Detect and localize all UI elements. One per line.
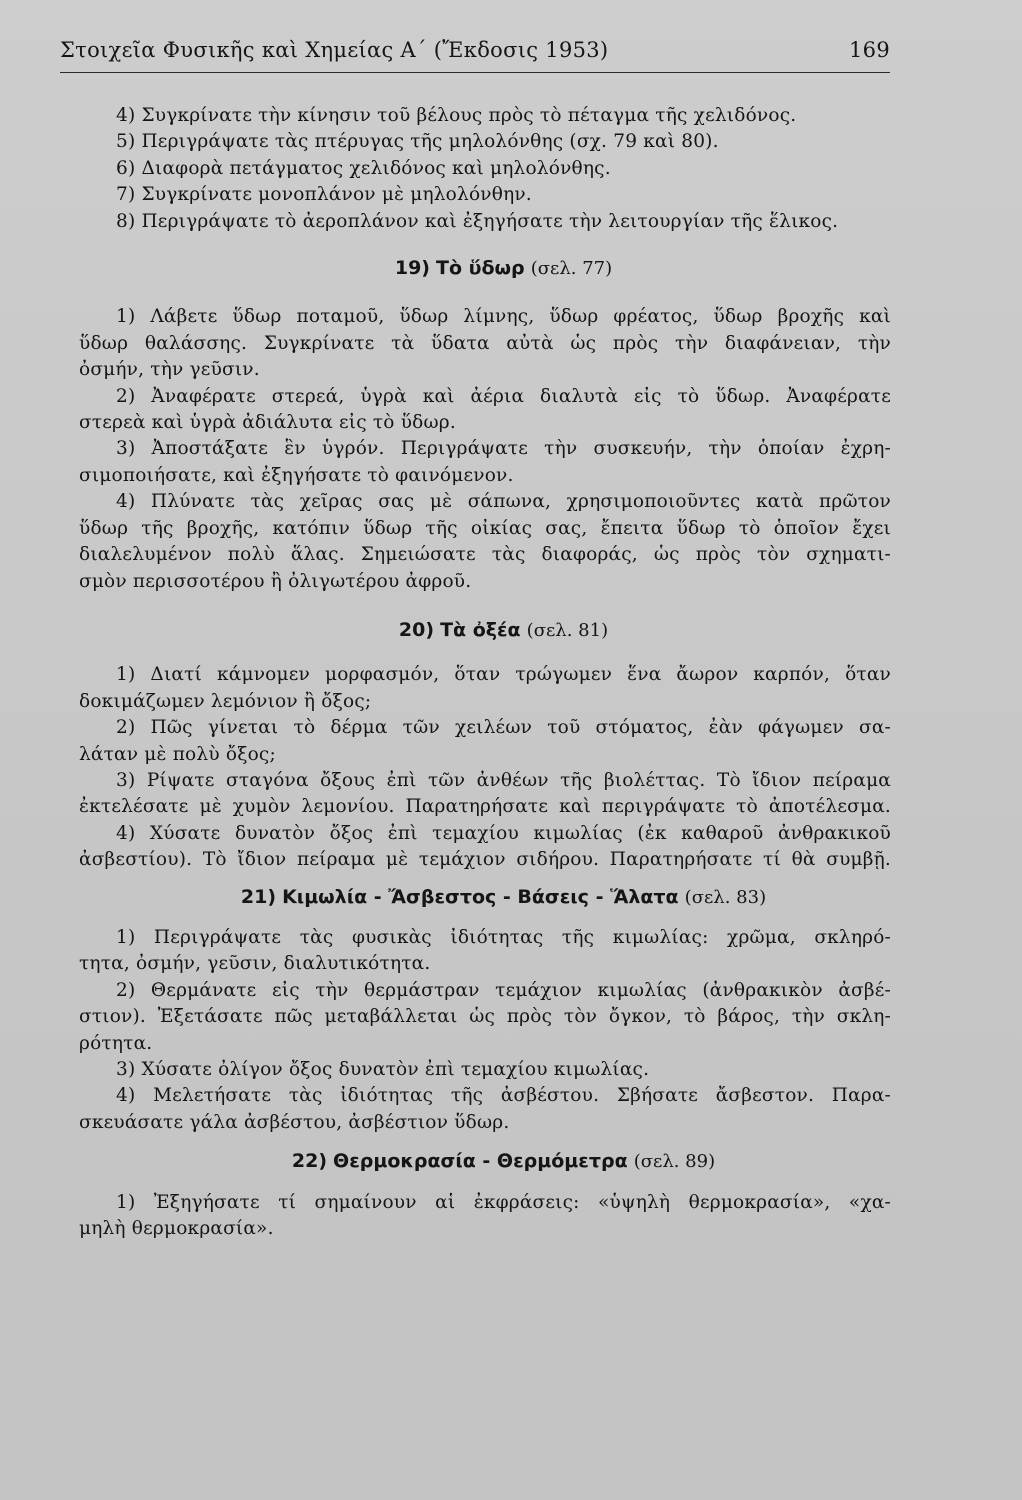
section-body-19 <box>79 304 891 594</box>
section-number: 19) <box>394 257 430 280</box>
running-title: Στοιχεῖα Φυσικῆς καὶ Χημείας Α΄ (Ἔκδοσις 1953) <box>60 38 609 62</box>
question-item: 7) Συγκρίνατε μονοπλάνον μὲ μηλολόνθην. <box>116 184 532 206</box>
page-body <box>79 103 891 1242</box>
text-line: 4) Χύσατε δυνατὸν ὄξος ἐπὶ τεμαχίου κιμωλίας (ἐκ καθαροῦ ἀνθρακικοῦ <box>116 822 891 844</box>
text-line: 1) Ἐξηγήσατε τί σημαίνουν αἱ ἐκφράσεις: «ὑψηλὴ θερμοκρασία», «χα- <box>116 1191 891 1213</box>
section-title: Κιμωλία - Ἄσβεστος - Βάσεις - Ἅλατα <box>282 885 679 908</box>
page-number: 169 <box>849 38 890 62</box>
text-line: διαλελυμένον πολὺ ἅλας. Σημειώσατε τὰς διαφοράς, ὡς πρὸς τὸν σχηματι- <box>79 544 891 566</box>
section-body-20 <box>79 662 891 873</box>
text-line: ὕδωρ θαλάσσης. Συγκρίνατε τὰ ὕδατα αὐτὰ ὡς πρὸς τὴν διαφάνειαν, τὴν <box>79 332 891 354</box>
text-line: ὕδωρ τῆς βροχῆς, κατόπιν ὕδωρ τῆς οἰκίας σας, ἔπειτα ὕδωρ τὸ ὁποῖον ἔχει <box>79 517 891 539</box>
question-item: 8) Περιγράψατε τὸ ἀεροπλάνον καὶ ἐξηγήσατε τὴν λειτουργίαν τῆς ἕλικος. <box>116 210 839 232</box>
section-body-22 <box>79 1190 891 1243</box>
section-number: 20) <box>398 618 435 641</box>
section-title: Θερμοκρασία - Θερμόμετρα <box>333 1150 628 1173</box>
section-number: 22) <box>291 1150 327 1173</box>
section-number: 21) <box>240 885 277 908</box>
section-title: Τὰ ὀξέα <box>440 618 521 641</box>
text-line: 3) Ἀποστάξατε ἓν ὑγρόν. Περιγράψατε τὴν συσκευήν, τὴν ὁποίαν ἐχρη- <box>116 438 891 460</box>
text-line: 1) Περιγράψατε τὰς φυσικὰς ἰδιότητας τῆς κιμωλίας: χρῶμα, σκληρό- <box>116 926 891 948</box>
text-line: 3) Ρίψατε σταγόνα ὄξους ἐπὶ τῶν ἀνθέων τῆς βιολέττας. Τὸ ἴδιον πείραμα <box>116 769 891 791</box>
section-heading-19 <box>116 255 891 282</box>
running-header <box>60 38 890 62</box>
section-title: Τὸ ὕδωρ <box>436 257 525 280</box>
section-heading-20 <box>116 617 891 644</box>
section-page-ref: (σελ. 81) <box>526 619 609 641</box>
text-line: στερεὰ καὶ ὑγρὰ ἀδιάλυτα εἰς τὸ ὕδωρ. <box>79 412 456 434</box>
text-line: 1) Λάβετε ὕδωρ ποταμοῦ, ὕδωρ λίμνης, ὕδωρ φρέατος, ὕδωρ βροχῆς καὶ <box>116 306 891 328</box>
text-line: σιμοποιήσατε, καὶ ἐξηγήσατε τὸ φαινόμενον. <box>79 464 514 486</box>
text-line: ἀσβεστίου). Τὸ ἴδιον πείραμα μὲ τεμάχιον σιδήρου. Παρατηρήσατε τί θὰ συμβῇ. <box>79 849 891 871</box>
text-line: ὀσμήν, τὴν γεῦσιν. <box>79 359 260 381</box>
question-item: 5) Περιγράψατε τὰς πτέρυγας τῆς μηλολόνθης (σχ. 79 καὶ 80). <box>116 131 719 153</box>
section-page-ref: (σελ. 83) <box>684 886 767 908</box>
question-item: 6) Διαφορὰ πετάγματος χελιδόνος καὶ μηλολόνθης. <box>116 157 611 179</box>
text-line: 2) Πῶς γίνεται τὸ δέρμα τῶν χειλέων τοῦ στόματος, ἐὰν φάγωμεν σα- <box>116 717 891 739</box>
text-line: 2) Θερμάνατε εἰς τὴν θερμάστραν τεμάχιον κιμωλίας (ἀνθρακικὸν ἀσβέ- <box>116 979 891 1001</box>
text-line: μηλὴ θερμοκρασία». <box>79 1218 274 1240</box>
top-question-list <box>116 103 891 235</box>
text-line: σμὸν περισσοτέρου ἢ ὀλιγωτέρου ἀφροῦ. <box>79 570 472 592</box>
question-item: 4) Συγκρίνατε τὴν κίνησιν τοῦ βέλους πρὸς τὸ πέταγμα τῆς χελιδόνος. <box>116 105 797 126</box>
text-line: 4) Μελετήσατε τὰς ἰδιότητας τῆς ἀσβέστου. Σβήσατε ἄσβεστον. Παρα- <box>116 1085 891 1107</box>
section-heading-21 <box>116 884 891 911</box>
header-rule <box>60 72 890 73</box>
text-line: σκευάσατε γάλα ἀσβέστου, ἀσβέστιον ὕδωρ. <box>79 1111 510 1133</box>
section-page-ref: (σελ. 77) <box>530 258 613 280</box>
section-body-21 <box>79 925 891 1136</box>
text-line: λάταν μὲ πολὺ ὄξος; <box>79 743 276 765</box>
text-line: ἐκτελέσατε μὲ χυμὸν λεμονίου. Παρατηρήσατε καὶ περιγράψατε τὸ ἀποτέλεσμα. <box>79 796 891 818</box>
text-line: τητα, ὀσμήν, γεῦσιν, διαλυτικότητα. <box>79 953 431 975</box>
text-line: 2) Ἀναφέρατε στερεά, ὑγρὰ καὶ ἀέρια διαλυτὰ εἰς τὸ ὕδωρ. Ἀναφέρατε <box>116 385 891 407</box>
text-line: δοκιμάζωμεν λεμόνιον ἢ ὄξος; <box>79 690 372 712</box>
text-line: ρότητα. <box>79 1032 153 1054</box>
text-line: 3) Χύσατε ὀλίγον ὄξος δυνατὸν ἐπὶ τεμαχίου κιμωλίας. <box>116 1059 650 1080</box>
section-heading-22 <box>116 1148 891 1175</box>
text-line: 1) Διατί κάμνομεν μορφασμόν, ὅταν τρώγωμεν ἕνα ἄωρον καρπόν, ὅταν <box>116 664 891 686</box>
text-line: στιον). Ἐξετάσατε πῶς μεταβάλλεται ὡς πρὸς τὸν ὄγκον, τὸ βάρος, τὴν σκλη- <box>79 1006 891 1028</box>
text-line: 4) Πλύνατε τὰς χεῖρας σας μὲ σάπωνα, χρησιμοποιοῦντες κατὰ πρῶτον <box>116 491 891 513</box>
section-page-ref: (σελ. 89) <box>633 1151 716 1173</box>
